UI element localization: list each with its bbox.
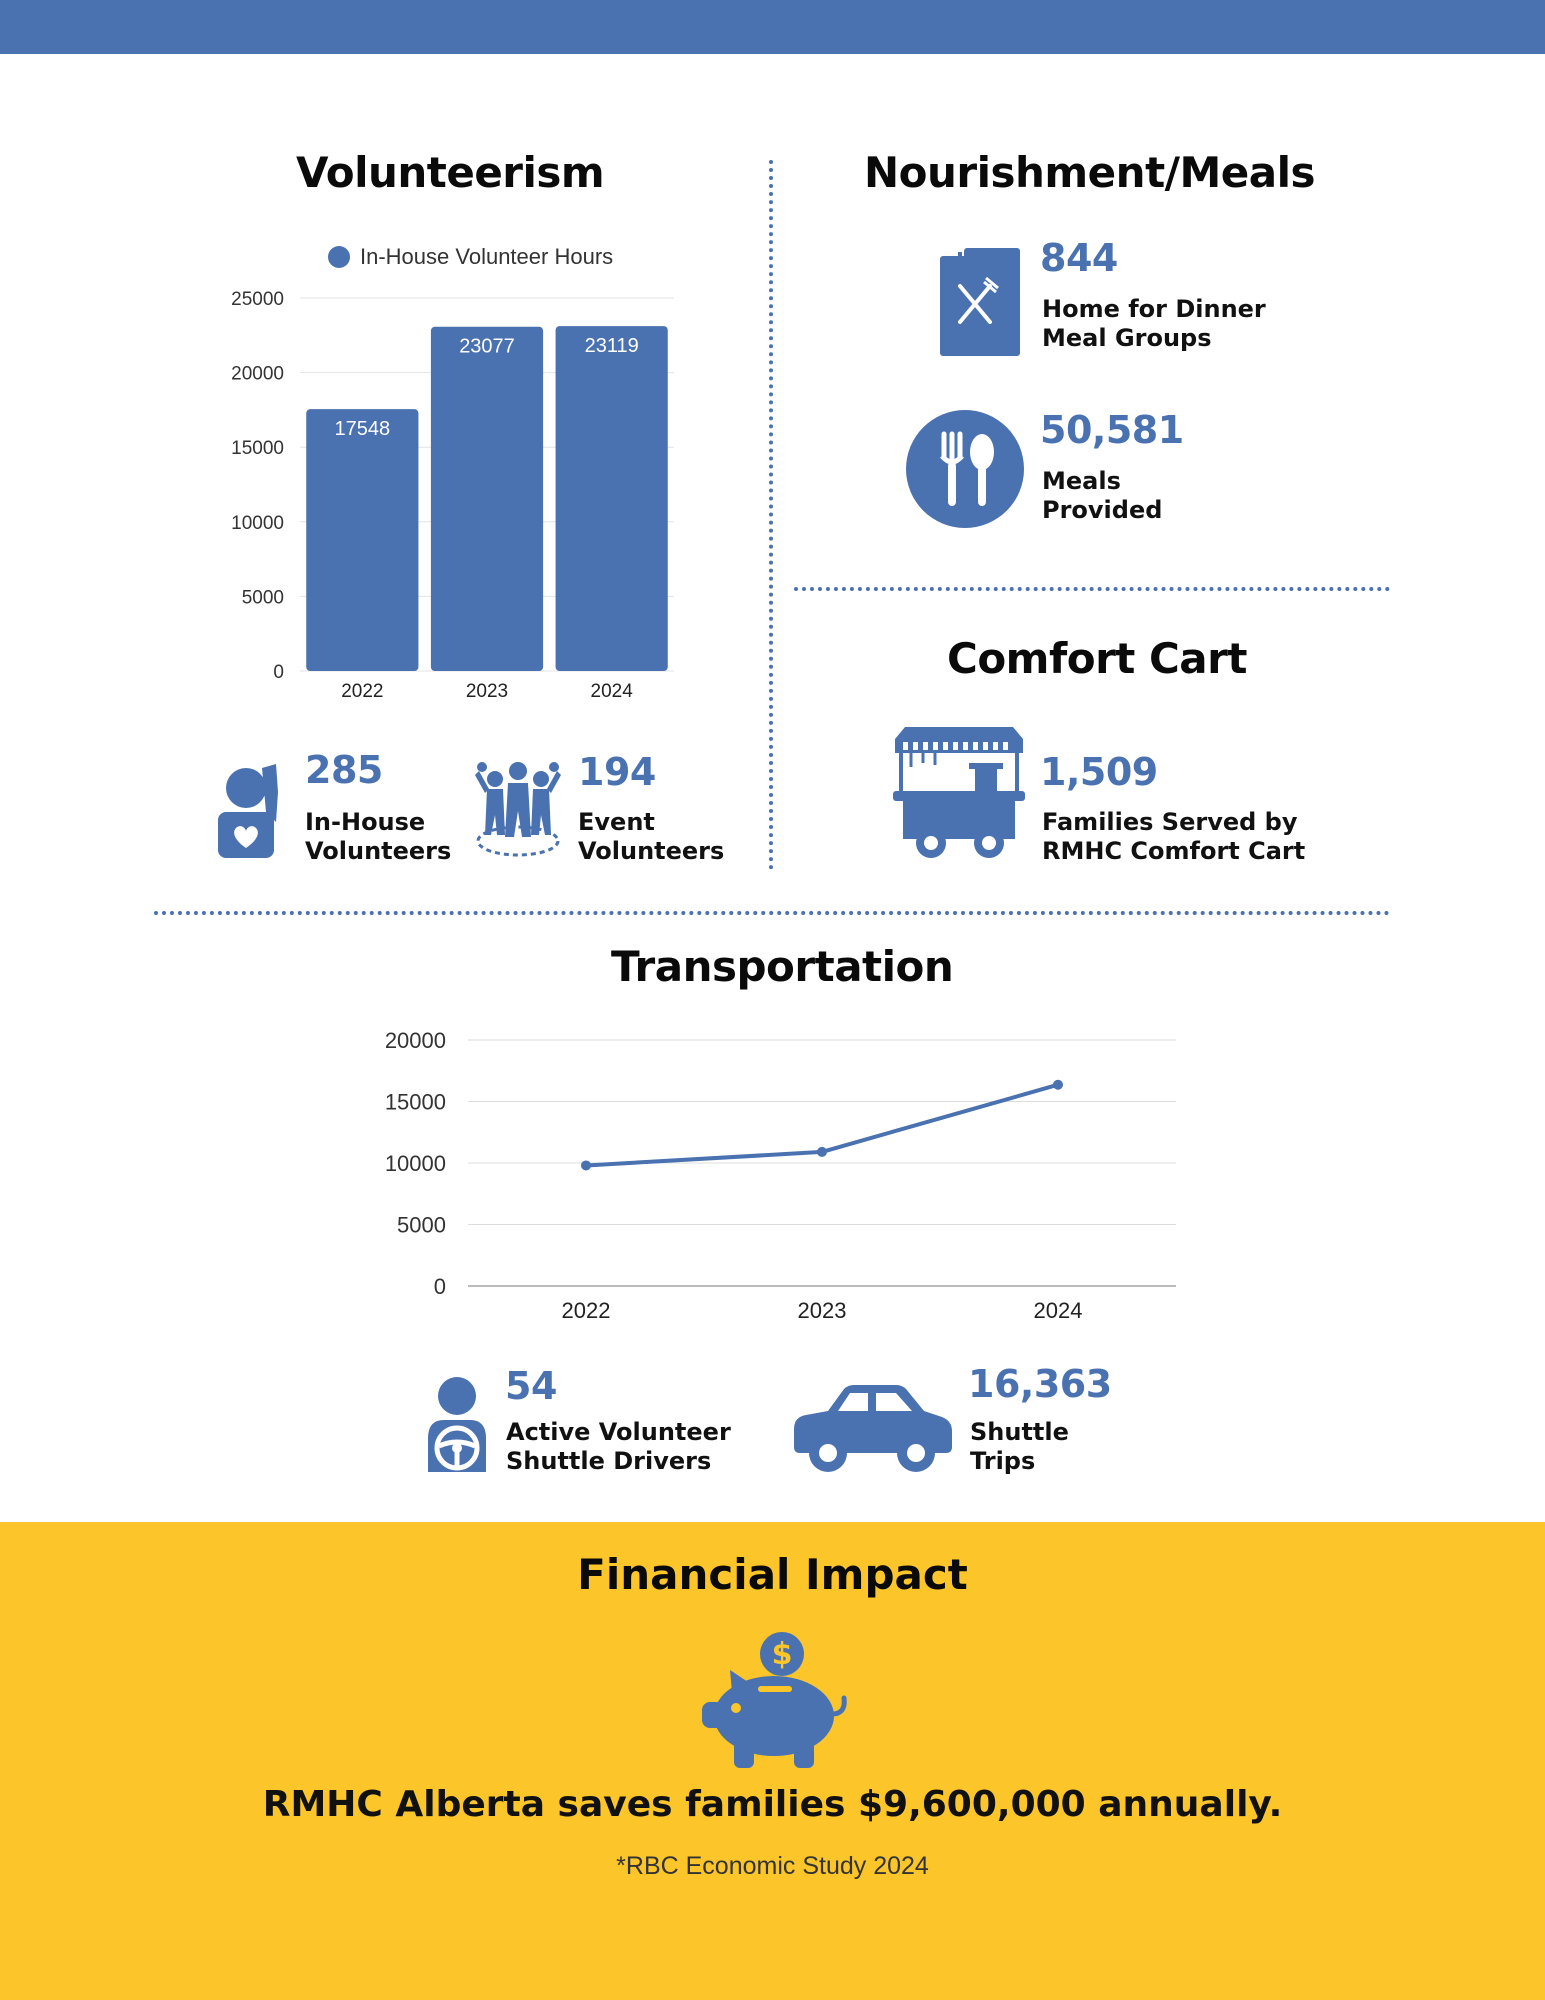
comfort-cart-title: Comfort Cart	[947, 634, 1247, 683]
middle-horizontal-divider	[154, 911, 1390, 915]
nourishment-title: Nourishment/Meals	[864, 148, 1315, 197]
line-y-tick-label: 20000	[384, 1028, 446, 1053]
families-served-value: 1,509	[1040, 750, 1158, 794]
families-served-label: Families Served by RMHC Comfort Cart	[1042, 808, 1306, 865]
line-y-tick-label: 15000	[384, 1089, 446, 1115]
raised-hand-heart-icon	[216, 762, 280, 858]
line-x-tick-label: 2024	[1033, 1298, 1083, 1323]
bar-y-tick-label: 5000	[241, 587, 284, 609]
event-volunteers-value: 194	[578, 750, 656, 794]
line-point-2024	[1053, 1080, 1063, 1090]
car-icon	[792, 1383, 954, 1473]
inhouse-volunteers-label: In-House Volunteers	[305, 808, 452, 865]
line-point-2023	[817, 1147, 827, 1157]
bar-x-tick-label: 2022	[341, 681, 384, 702]
bar-y-tick-label: 0	[273, 662, 284, 683]
bar-data-label: 23077	[459, 335, 515, 358]
financial-impact-source: *RBC Economic Study 2024	[616, 1852, 929, 1880]
meals-provided-value: 50,581	[1040, 408, 1184, 452]
bar-chart-legend	[328, 244, 613, 270]
line-y-tick-label: 0	[433, 1274, 446, 1299]
bar-data-label: 17548	[334, 418, 391, 441]
bar-2024	[556, 326, 668, 671]
legend-marker	[328, 246, 350, 268]
bar-x-tick-label: 2024	[590, 681, 633, 702]
bar-y-tick-label: 25000	[231, 289, 284, 310]
shuttle-drivers-label: Active Volunteer Shuttle Drivers	[506, 1418, 731, 1475]
svg-text:$: $	[771, 1637, 793, 1672]
vertical-divider	[769, 160, 773, 870]
financial-impact-title: Financial Impact	[577, 1550, 968, 1599]
bar-2022	[306, 409, 418, 671]
line-y-tick-label: 10000	[384, 1151, 446, 1176]
inhouse-volunteers-value: 285	[305, 748, 383, 792]
line-x-tick-label: 2022	[561, 1298, 611, 1323]
bar-data-label: 23119	[584, 335, 639, 358]
line-y-tick-label: 5000	[397, 1212, 446, 1238]
meal-groups-label: Home for Dinner Meal Groups	[1042, 295, 1266, 352]
fork-spoon-icon	[906, 410, 1024, 528]
meal-groups-value: 844	[1040, 236, 1118, 280]
food-cart-icon	[893, 727, 1025, 863]
line-point-2022	[581, 1160, 591, 1170]
transportation-title: Transportation	[611, 942, 954, 991]
legend-label: In-House Volunteer Hours	[360, 244, 614, 269]
bar-x-tick-label: 2023	[465, 681, 509, 702]
shuttle-drivers-value: 54	[505, 1364, 557, 1408]
event-volunteers-label: Event Volunteers	[578, 808, 725, 865]
shuttle-trips-label: Shuttle Trips	[970, 1418, 1069, 1475]
meals-provided-label: Meals Provided	[1042, 467, 1163, 524]
piggy-bank-dollar-icon	[698, 1630, 848, 1770]
financial-impact-headline: RMHC Alberta saves families $9,600,000 annually.	[262, 1784, 1283, 1825]
line-x-tick-label: 2023	[797, 1298, 847, 1323]
bar-y-tick-label: 10000	[231, 512, 284, 534]
group-cheering-icon	[475, 757, 561, 857]
bar-y-tick-label: 15000	[231, 438, 284, 460]
shuttle-trips-value: 16,363	[968, 1362, 1112, 1406]
driver-steering-wheel-icon	[422, 1376, 492, 1476]
menu-book-icon	[938, 244, 1022, 360]
right-horizontal-divider	[794, 587, 1390, 591]
top-banner	[0, 0, 1545, 54]
bar-2023	[431, 327, 543, 671]
volunteerism-title: Volunteerism	[296, 148, 605, 197]
shuttle-trips-line-chart	[330, 1020, 1190, 1323]
bar-y-tick-label: 20000	[231, 363, 284, 385]
volunteer-hours-bar-chart	[200, 278, 720, 708]
